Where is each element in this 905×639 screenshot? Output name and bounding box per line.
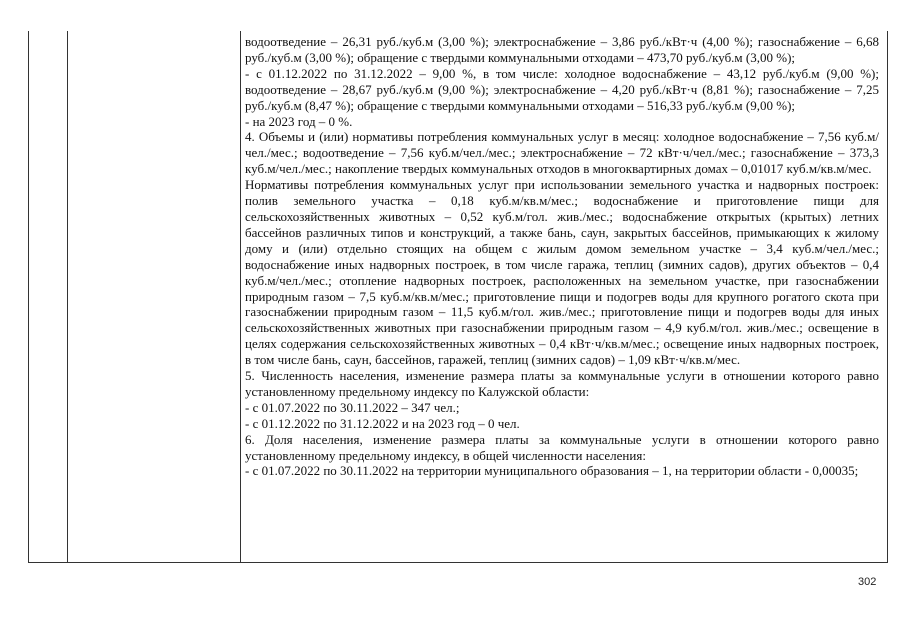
paragraph-9: 6. Доля населения, изменение размера платы за коммунальные услуги в отношении которого равно установленному предельному индексу, в общей численности населения: — [245, 431, 879, 463]
page-number: 302 — [858, 576, 877, 588]
paragraph-5: Нормативы потребления коммунальных услуг при использовании земельного участка и надворных построек: полив земельного участка – 0,18 куб.м/кв.м/мес.; водоснабжение и приготовление пищи для сельскохозяйственных животных – 0,52 куб.м/гол. жив./мес.; водоснабжение открытых (крытых) летних бассейнов различных типов и конструкций, а также бань, саун, закрытых бассейнов, примыкающих к жилому дому и (или) отдельно стоящих на общем с жилым домом земельном участке – 3,4 куб.м/чел./мес.; водоснабжение иных надворных построек, в том числе гаража, теплиц (зимних садов), других объектов – 0,4 куб.м/чел./мес.; отопление надворных построек, расположенных на земельном участке, при газоснабжении природным газом – 7,5 куб.м/кв.м/мес.; приготовление пищи и подогрев воды для крупного рогатого скота при газоснабжении природным газом – 11,5 куб.м/гол. жив./мес.; приготовление пищи и подогрев воды для иных сельскохозяйственных животных при газоснабжении природным газом – 4,9 куб.м/гол. жив./мес.; освещение в целях содержания сельскохозяйственных животных – 0,4 кВт·ч/кв.м/мес.; освещение иных надворных построек, в том числе бань, саун, бассейнов, гаражей, теплиц (зимних садов) – 1,09 кВт·ч/кв.м/мес. — [245, 177, 879, 368]
column-divider-1 — [67, 31, 68, 562]
paragraph-2: - с 01.12.2022 по 31.12.2022 – 9,00 %, в том числе: холодное водоснабжение – 43,12 руб./куб.м (9,00 %); водоотведение – 28,67 руб./куб.м (9,00 %); электроснабжение – 4,20 руб./кВт·ч (8,81 %); газоснабжение – 7,25 руб./куб.м (8,47 %); обращение с твердыми коммунальными отходами – 516,33 руб./куб.м (9,00 %); — [245, 65, 879, 113]
paragraph-7: - с 01.07.2022 по 30.11.2022 – 347 чел.; — [245, 399, 460, 415]
paragraph-8: - с 01.12.2022 по 31.12.2022 и на 2023 год – 0 чел. — [245, 415, 520, 431]
paragraph-6: 5. Численность населения, изменение размера платы за коммунальные услуги в отношении которого равно установленному предельному индексу по Калужской области: — [245, 368, 879, 399]
paragraph-10: - с 01.07.2022 по 30.11.2022 на территории муниципального образования – 1, на территории области - 0,00035; — [245, 463, 859, 479]
paragraph-1: водоотведение – 26,31 руб./куб.м (3,00 %); электроснабжение – 3,86 руб./кВт·ч (4,00 %); газоснабжение – 6,68 руб./куб.м (3,00 %); обращение с твердыми коммунальными отходами – 473,70 руб./куб.м (3,00 %); — [245, 34, 879, 65]
table-cell-text — [245, 34, 879, 479]
column-divider-2 — [240, 31, 241, 562]
content-table — [28, 31, 888, 563]
paragraph-4: 4. Объемы и (или) нормативы потребления коммунальных услуг в месяц: холодное водоснабжение – 7,56 куб.м/чел./мес.; водоотведение – 7,56 куб.м/чел./мес.; электроснабжение – 72 кВт·ч/чел./мес.; газоснабжение – 373,3 куб.м/чел./мес.; накопление твердых коммунальных отходов в многоквартирных домах – 0,01017 куб.м/кв.м/мес. — [245, 129, 879, 177]
paragraph-3: - на 2023 год – 0 %. — [245, 113, 353, 129]
